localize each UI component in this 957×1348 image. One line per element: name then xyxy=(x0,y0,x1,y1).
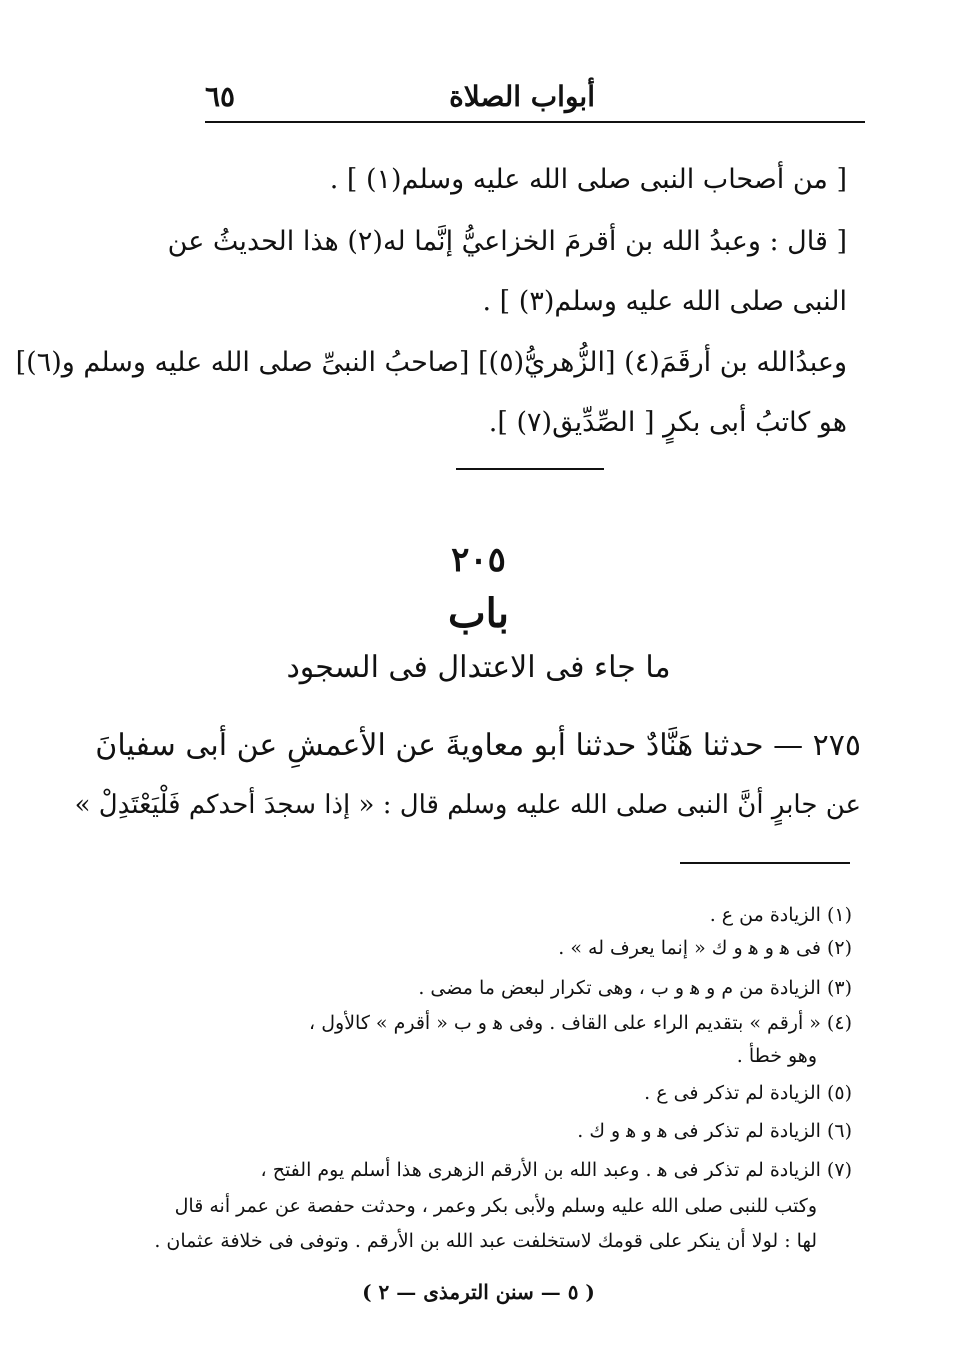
footnote: (٥) الزيادة لم تذكر فى ع . xyxy=(644,1082,852,1104)
chapter-number: ٢٠٥ xyxy=(451,540,506,580)
section-divider xyxy=(456,468,604,470)
footnote: (٣) الزيادة من م و ﻫ و ب ، وهى تكرار لبعض ما مضى . xyxy=(418,977,852,999)
chapter-title: ما جاء فى الاعتدال فى السجود xyxy=(286,650,671,685)
footnote: (٦) الزيادة لم تذكر فى ﻫ و ﻫ و ك . xyxy=(577,1120,852,1142)
hadith-line: عن جابرٍ أنَّ النبى صلى الله عليه وسلم قال : « إذا سجدَ أحدكم فَلْيَعْتَدِلْ » xyxy=(74,790,861,820)
chapter-label: باب xyxy=(448,590,509,637)
page-number: ٦٥ xyxy=(205,80,236,113)
footnote: (٢) فى ﻫ و ﻫ و ك « إنما يعرف له » . xyxy=(558,937,852,959)
body-line: وعبدُالله بن أرقَمَ(٤) [الزُّهريُّ(٥)] [صاحبُ النبىِّ صلى الله عليه وسلم و(٦)] xyxy=(15,347,847,378)
body-line: النبى صلى الله عليه وسلم(٣) ] . xyxy=(482,286,847,317)
footnote: (٧) الزيادة لم تذكر فى ﻫ . وعبد الله بن الأرقم الزهرى هذا أسلم يوم الفتح ، xyxy=(260,1159,852,1181)
header-divider xyxy=(205,121,865,123)
footnote-continuation: لها : لولا أن ينكر على قومك لاستخلفت عبد الله بن الأرقم . وتوفى فى خلافة عثمان . xyxy=(154,1230,817,1252)
hadith-line: ٢٧٥ — حدثنا هَنَّادٌ حدثنا أبو معاويةَ عن الأعمشِ عن أبى سفيانَ xyxy=(95,728,861,763)
body-line: [ قال : وعبدُ الله بن أقرمَ الخزاعيُّ إنَّما له(٢) هذا الحديثُ عن xyxy=(167,226,847,257)
footnotes-divider xyxy=(680,862,850,864)
footnote-continuation: وهو خطأ . xyxy=(736,1045,817,1067)
running-header xyxy=(205,78,865,118)
page-footer: ( ٥ — سنن الترمذى — ٢ ) xyxy=(362,1280,595,1304)
body-line: هو كاتبُ أبى بكرٍ [ الصِّدِّيق(٧) ]. xyxy=(488,407,847,438)
footnote: (١) الزيادة من ع . xyxy=(709,904,852,926)
footnote: (٤) « أرقم » بتقديم الراء على القاف . وفى ﻫ و ب « أقرم » كالأول ، xyxy=(309,1012,852,1034)
footnote-continuation: وكتب للنبى صلى الله عليه وسلم ولأبى بكر وعمر ، وحدثت حفصة عن عمر أنه قال xyxy=(174,1195,817,1217)
body-line: [ من أصحاب النبى صلى الله عليه وسلم(١) ] . xyxy=(329,164,847,195)
running-title: أبواب الصلاة xyxy=(449,80,595,113)
